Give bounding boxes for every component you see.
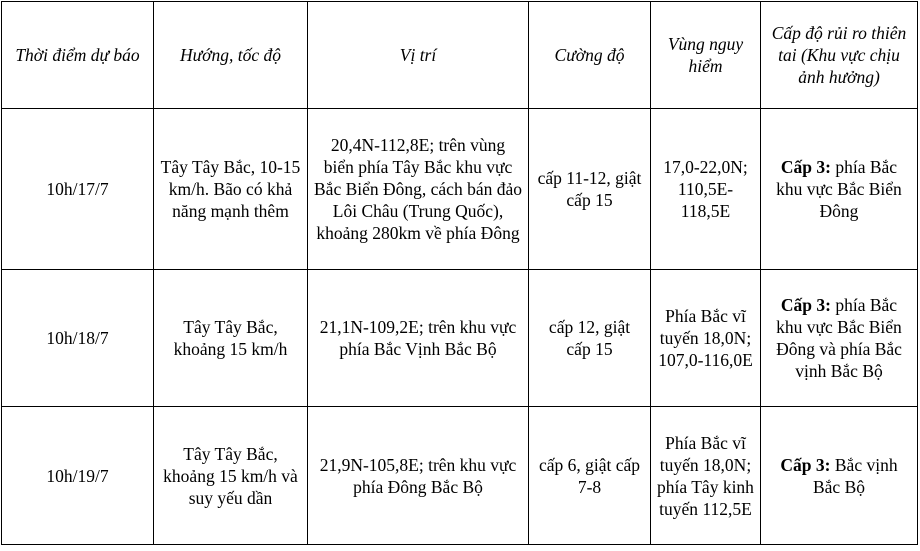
header-danger-zone: Vùng nguy hiểm (651, 2, 761, 109)
cell-time: 10h/17/7 (2, 109, 154, 270)
cell-position: 20,4N-112,8E; trên vùng biển phía Tây Bắc khu vực Bắc Biển Đông, cách bán đảo Lôi Châu (Trung Quốc), khoảng 280km về phía Đông (308, 109, 529, 270)
header-intensity: Cường độ (529, 2, 651, 109)
cell-danger-zone: 17,0-22,0N; 110,5E-118,5E (651, 109, 761, 270)
risk-level-label: Cấp 3: (780, 295, 831, 315)
header-direction: Hướng, tốc độ (154, 2, 308, 109)
cell-intensity: cấp 11-12, giật cấp 15 (529, 109, 651, 270)
cell-risk (761, 109, 918, 270)
header-time: Thời điểm dự báo (2, 2, 154, 109)
risk-level-label: Cấp 3: (780, 454, 831, 475)
cell-direction: Tây Tây Bắc, 10-15 km/h. Bão có khả năng mạnh thêm (154, 109, 308, 270)
cell-direction: Tây Tây Bắc, khoảng 15 km/h (154, 270, 308, 407)
cell-risk (761, 270, 918, 407)
risk-area: phía Bắc khu vực Bắc Biển Đông và phía Bắc vịnh Bắc Bộ (776, 295, 902, 381)
table-row (2, 109, 918, 270)
cell-intensity: cấp 12, giật cấp 15 (529, 270, 651, 407)
header-position: Vị trí (308, 2, 529, 109)
cell-position: 21,1N-109,2E; trên khu vực phía Bắc Vịnh Bắc Bộ (308, 270, 529, 407)
cell-position: 21,9N-105,8E; trên khu vực phía Đông Bắc Bộ (308, 407, 529, 545)
risk-area: phía Bắc khu vực Bắc Biển Đông (776, 157, 902, 221)
cell-direction: Tây Tây Bắc, khoảng 15 km/h và suy yếu dần (154, 407, 308, 545)
header-row (2, 2, 918, 109)
cell-time: 10h/18/7 (2, 270, 154, 407)
cell-time: 10h/19/7 (2, 407, 154, 545)
cell-danger-zone: Phía Bắc vĩ tuyến 18,0N; 107,0-116,0E (651, 270, 761, 407)
cell-danger-zone: Phía Bắc vĩ tuyến 18,0N; phía Tây kinh tuyến 112,5E (651, 407, 761, 545)
header-risk-level: Cấp độ rủi ro thiên tai (Khu vực chịu ảnh hưởng) (761, 2, 918, 109)
risk-level-label: Cấp 3: (780, 157, 831, 177)
table-row (2, 270, 918, 407)
cell-intensity: cấp 6, giật cấp 7-8 (529, 407, 651, 545)
risk-area: Bắc vịnh Bắc Bộ (812, 454, 898, 497)
cell-risk (761, 407, 918, 545)
forecast-table (1, 1, 918, 545)
table-row (2, 407, 918, 545)
